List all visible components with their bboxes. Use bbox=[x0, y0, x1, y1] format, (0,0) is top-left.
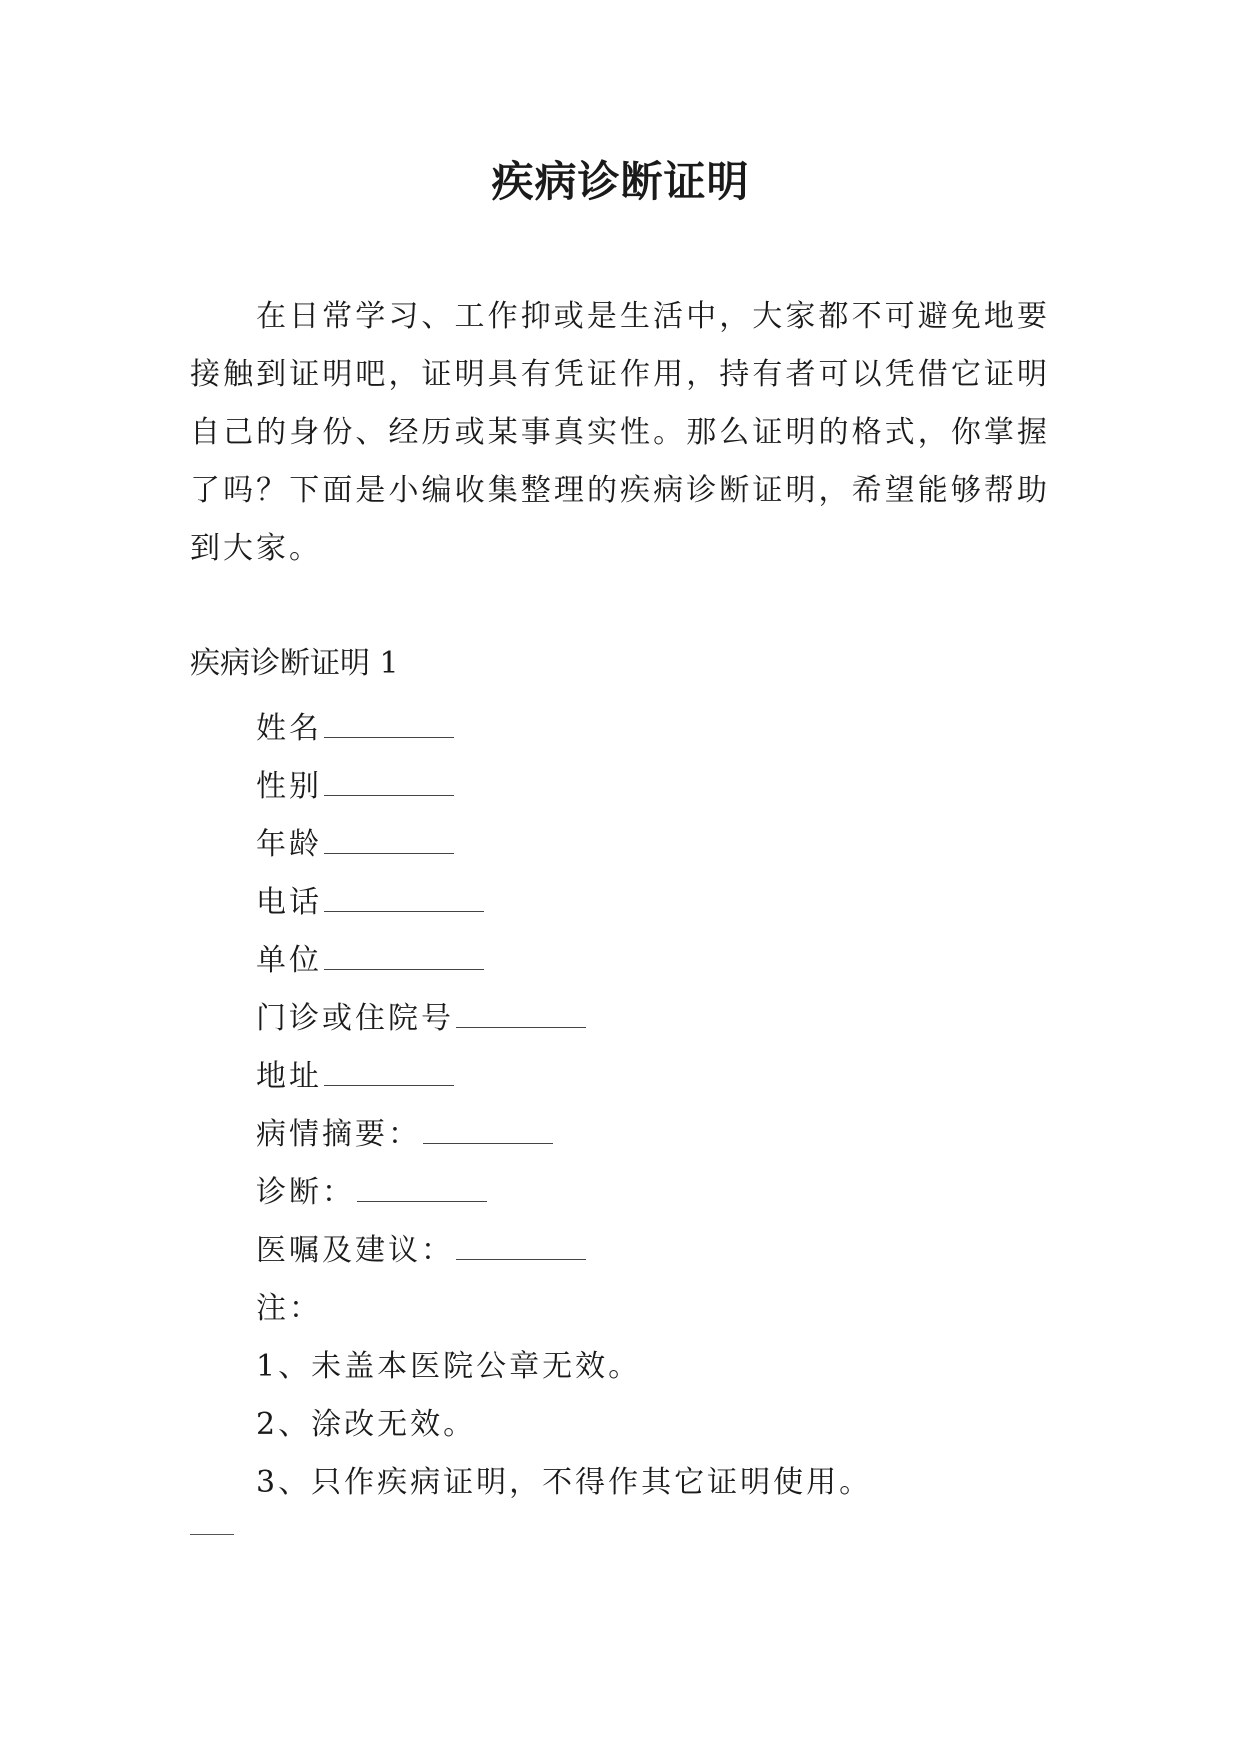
blank-line bbox=[324, 947, 484, 970]
blank-line bbox=[357, 1179, 487, 1202]
note-label: 注： bbox=[256, 1291, 322, 1326]
note-item: 3、只作疾病证明，不得作其它证明使用。 bbox=[256, 1465, 873, 1500]
blank-line bbox=[324, 715, 454, 738]
field-label: 年龄 bbox=[256, 827, 322, 862]
field-label: 单位 bbox=[256, 943, 322, 978]
note-item: 1、未盖本医院公章无效。 bbox=[256, 1349, 642, 1384]
field-label: 地址 bbox=[256, 1059, 322, 1094]
field-label: 病情摘要： bbox=[256, 1117, 421, 1152]
blank-line bbox=[324, 773, 454, 796]
blank-line bbox=[324, 831, 454, 854]
field-name bbox=[256, 700, 872, 758]
blank-line bbox=[324, 889, 484, 912]
blank-line bbox=[456, 1237, 586, 1260]
field-employer bbox=[256, 932, 872, 990]
field-phone bbox=[256, 874, 872, 932]
field-label: 电话 bbox=[256, 885, 322, 920]
field-label: 诊断： bbox=[256, 1175, 355, 1210]
blank-line bbox=[456, 1005, 586, 1028]
field-address bbox=[256, 1048, 872, 1106]
field-patient-number bbox=[256, 990, 872, 1048]
blank-line bbox=[423, 1121, 553, 1144]
field-summary bbox=[256, 1106, 872, 1164]
note-item: 2、涂改无效。 bbox=[256, 1407, 477, 1442]
field-label: 医嘱及建议： bbox=[256, 1233, 454, 1268]
document-title: 疾病诊断证明 bbox=[491, 157, 750, 206]
field-gender bbox=[256, 758, 872, 816]
field-diagnosis bbox=[256, 1164, 872, 1222]
intro-paragraph: 在日常学习、工作抑或是生活中，大家都不可避免地要接触到证明吧，证明具有凭证作用，持有者可以凭借它证明自己的身份、经历或某事真实性。那么证明的格式，你掌握了吗？下面是小编收集整理的疾病诊断证明，希望能够帮助到大家。 bbox=[190, 299, 1050, 566]
field-label: 门诊或住院号 bbox=[256, 1001, 454, 1036]
section-title: 疾病诊断证明 1 bbox=[190, 646, 399, 681]
blank-line bbox=[324, 1063, 454, 1086]
field-age bbox=[256, 816, 872, 874]
certificate-form bbox=[256, 700, 872, 1512]
footer-divider bbox=[190, 1534, 234, 1535]
field-advice bbox=[256, 1222, 872, 1280]
field-label: 姓名 bbox=[256, 711, 322, 746]
field-label: 性别 bbox=[256, 769, 322, 804]
